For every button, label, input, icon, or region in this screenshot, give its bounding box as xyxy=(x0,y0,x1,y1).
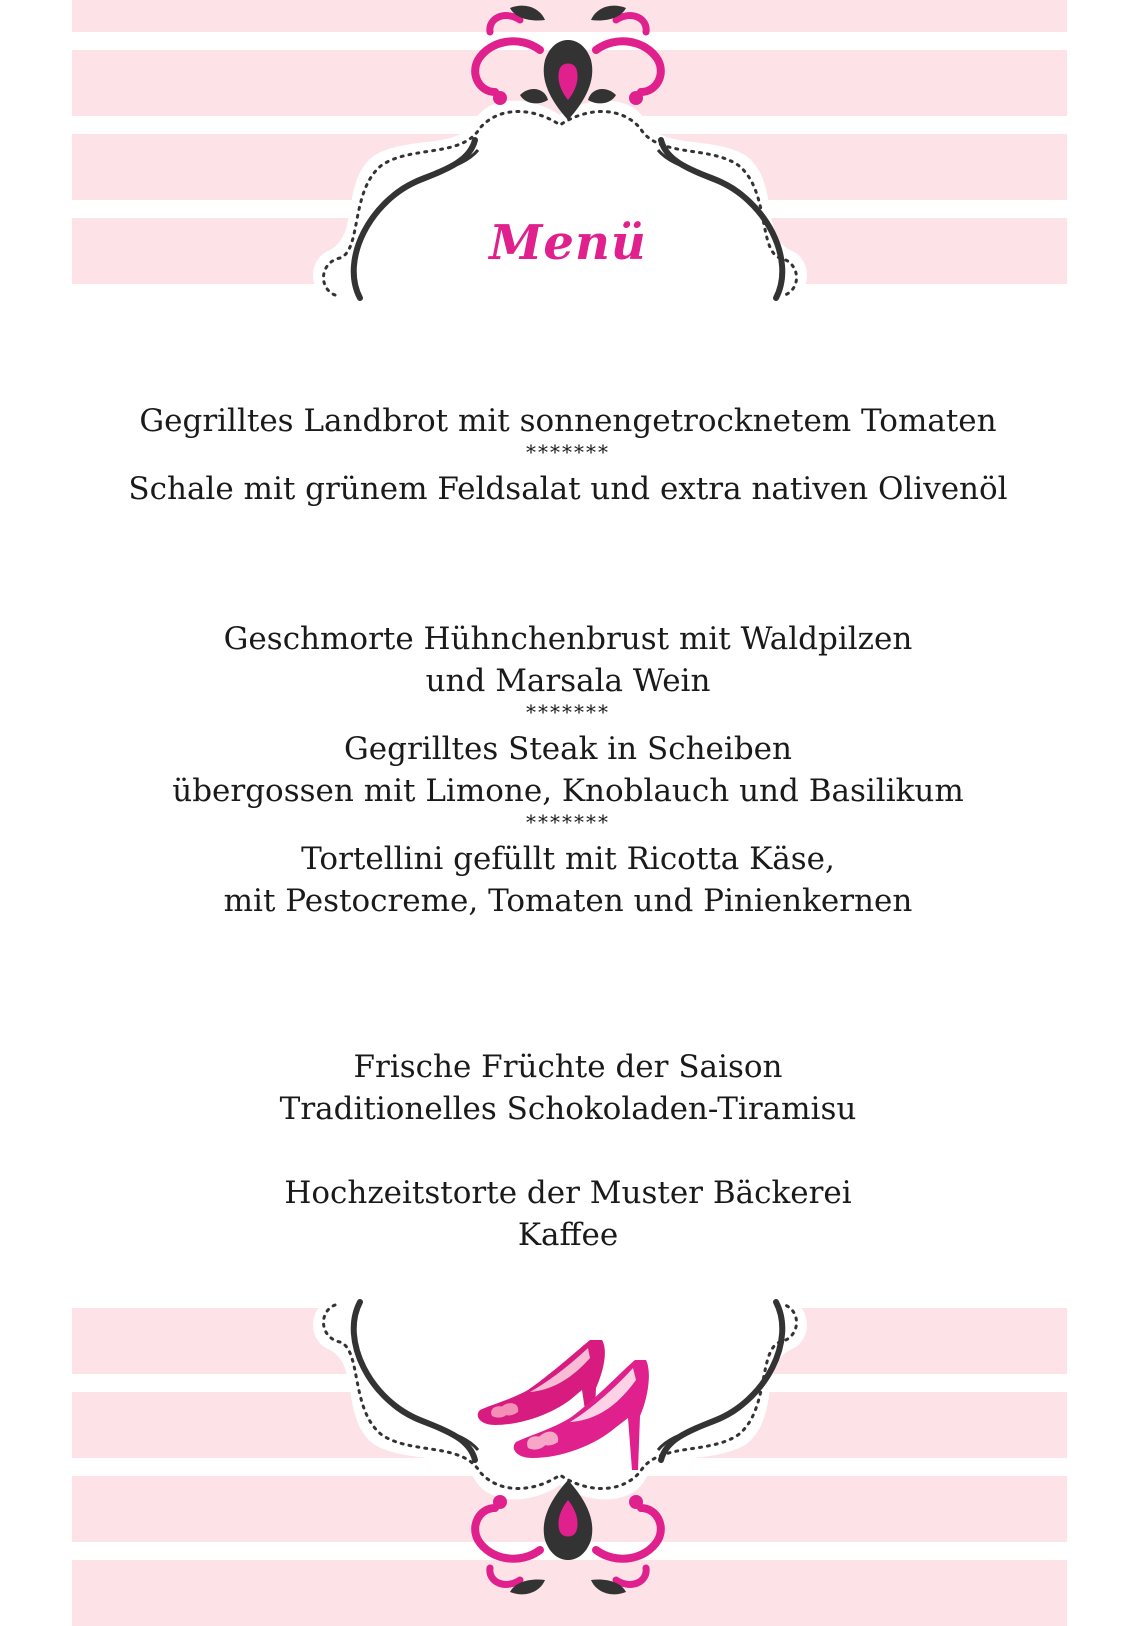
main-item-2-line-2: übergossen mit Limone, Knoblauch und Basilikum xyxy=(172,773,964,809)
main-item-2-line-1: Gegrilltes Steak in Scheiben xyxy=(344,731,792,767)
top-ornament-icon xyxy=(0,0,1136,320)
dessert-item-3: Hochzeitstorte der Muster Bäckerei xyxy=(284,1175,852,1211)
main-item-1-line-2: und Marsala Wein xyxy=(425,663,711,699)
dessert-item-2: Traditionelles Schokoladen-Tiramisu xyxy=(279,1091,857,1127)
pink-shoes-icon xyxy=(470,1330,670,1480)
separator: ******* xyxy=(526,810,610,834)
separator: ******* xyxy=(526,440,610,464)
separator: ******* xyxy=(526,700,610,724)
desserts-section xyxy=(0,1046,1136,1256)
starter-item-2: Schale mit grünem Feldsalat und extra nativen Olivenöl xyxy=(128,471,1008,507)
main-item-1-line-1: Geschmorte Hühnchenbrust mit Waldpilzen xyxy=(223,621,913,657)
dessert-item-4: Kaffee xyxy=(517,1217,619,1253)
menu-title: Menü xyxy=(489,215,647,271)
starter-item-1: Gegrilltes Landbrot mit sonnengetrocknetem Tomaten xyxy=(139,403,997,439)
mains-section xyxy=(0,618,1136,922)
main-item-3-line-2: mit Pestocreme, Tomaten und Pinienkernen xyxy=(223,883,913,919)
starters-section xyxy=(0,400,1136,510)
dessert-item-1: Frische Früchte der Saison xyxy=(353,1049,783,1085)
main-item-3-line-1: Tortellini gefüllt mit Ricotta Käse, xyxy=(301,841,835,877)
